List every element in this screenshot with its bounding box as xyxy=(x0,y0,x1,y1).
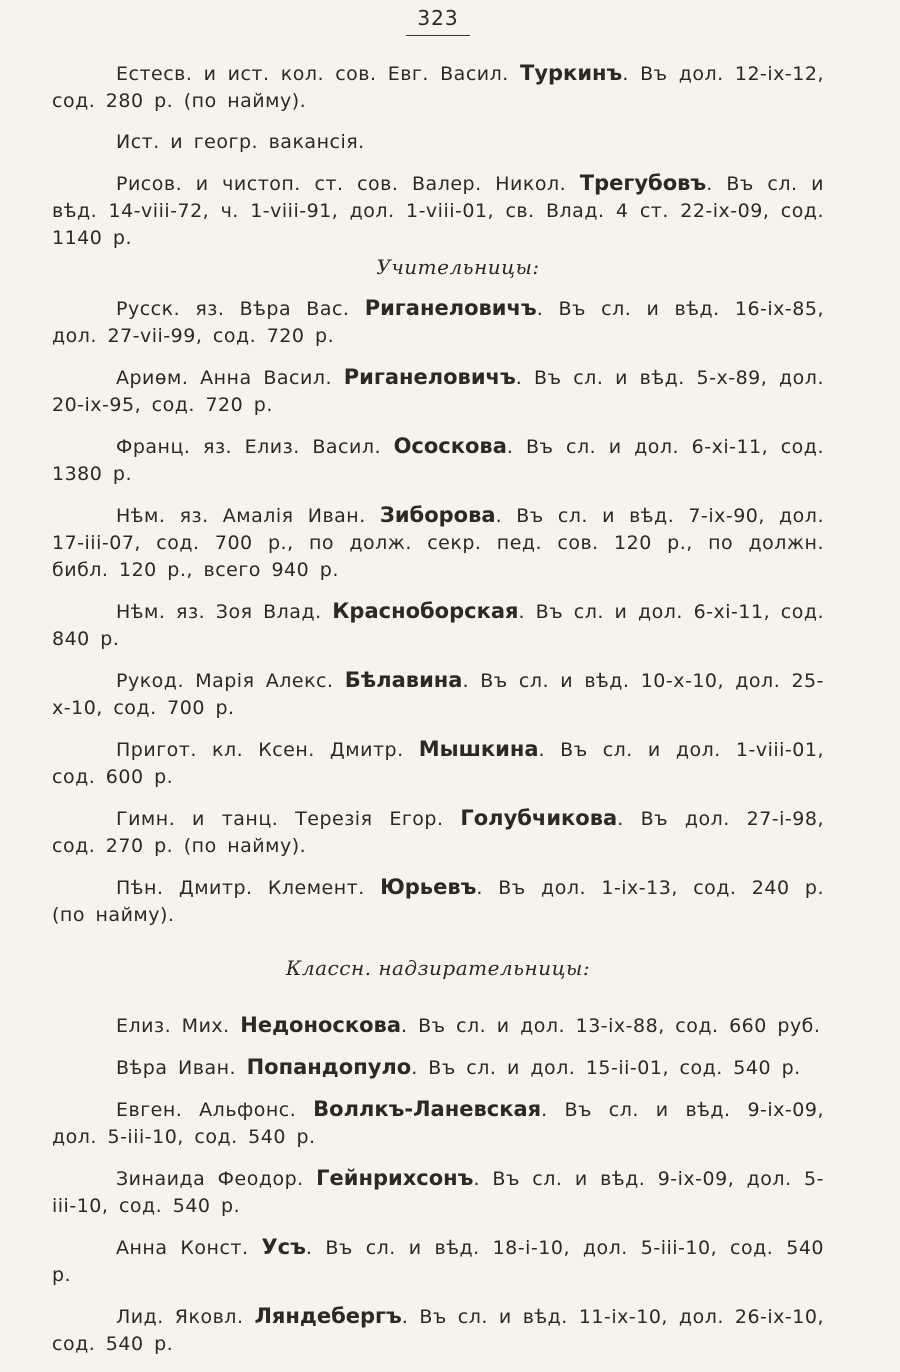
entries-teachers-list xyxy=(52,295,824,929)
staff-entry xyxy=(52,433,824,488)
section-heading-supervisors: Классн. надзирательницы: xyxy=(285,956,591,980)
entry-service-details: . Въ сл. и вѣд. 5-x-89, дол. 20-ix-95, сод. 720 р. xyxy=(52,367,824,416)
entry-surname: Ляндебергъ xyxy=(254,1304,402,1328)
entry-position-and-name: Рисов. и чистоп. ст. сов. Валер. Никол. xyxy=(116,173,567,195)
entry-position-and-name: Лид. Яковл. xyxy=(116,1306,244,1328)
entries-top-list xyxy=(52,60,824,252)
entry-position-and-name: Анна Конст. xyxy=(116,1237,249,1259)
staff-entry xyxy=(52,170,824,252)
section-heading-teachers: Учительницы: xyxy=(376,255,540,279)
entry-service-details: . Въ сл. и вѣд. 16-ix-85, дол. 27-vii-99, сод. 720 р. xyxy=(52,298,825,347)
entry-position-and-name: Гимн. и танц. Терезія Егор. xyxy=(116,808,444,830)
staff-entry xyxy=(52,667,824,722)
entry-surname: Риганеловичъ xyxy=(343,365,516,389)
page-number-rule xyxy=(406,35,470,36)
staff-entry xyxy=(52,364,824,419)
entry-service-details: . Въ дол. 1-ix-13, сод. 240 р. (по найму). xyxy=(52,877,824,926)
staff-entry xyxy=(52,295,824,350)
entry-service-details: . Въ сл. и дол. 6-xi-11, сод. 1380 р. xyxy=(52,436,824,485)
staff-entry xyxy=(52,874,824,929)
entry-surname: Усъ xyxy=(261,1235,306,1259)
entries-supervisors-list xyxy=(52,1012,824,1358)
staff-entry xyxy=(52,1054,824,1082)
entry-position-and-name: Нѣм. яз. Амалія Иван. xyxy=(116,505,366,527)
entry-surname: Риганеловичъ xyxy=(364,296,537,320)
entry-service-details: . Въ дол. 12-ix-12, сод. 280 р. (по найму). xyxy=(52,63,824,112)
staff-entry xyxy=(52,1303,824,1358)
entry-position-and-name: Рукод. Марія Алекс. xyxy=(116,670,334,692)
entry-position-and-name: Пѣн. Дмитр. Клемент. xyxy=(116,877,365,899)
entry-surname: Бѣлавина xyxy=(344,668,463,692)
staff-entry xyxy=(52,129,824,156)
entry-service-details: . Въ сл. и вѣд. 7-ix-90, дол. 17-iii-07, сод. 700 р., по долж. секр. пед. сов. 120 р., по должн. библ. 120 р., всего 940 р. xyxy=(52,505,824,581)
entry-service-details: . Въ сл. и дол. 1-viii-01, сод. 600 р. xyxy=(52,739,824,788)
staff-entry xyxy=(52,736,824,791)
entry-surname: Недоноскова xyxy=(240,1013,401,1037)
entry-position-and-name: Нѣм. яз. Зоя Влад. xyxy=(116,601,322,623)
entry-position-and-name: Естесв. и ист. кол. сов. Евг. Васил. xyxy=(116,63,509,85)
entry-surname: Попандопуло xyxy=(246,1055,412,1079)
entry-position-and-name: Елиз. Мих. xyxy=(116,1015,230,1037)
entry-service-details: . Въ дол. 27-i-98, сод. 270 р. (по найму). xyxy=(52,808,824,857)
entry-service-details: . Въ сл. и вѣд. 9-ix-09, дол. 5-iii-10, сод. 540 р. xyxy=(52,1168,824,1217)
staff-entry xyxy=(52,805,824,860)
entry-service-details: . Въ сл. и вѣд. 11-ix-10, дол. 26-ix-10, сод. 540 р. xyxy=(52,1306,824,1355)
entry-service-details: . Въ сл. и вѣд. 9-ix-09, дол. 5-iii-10, сод. 540 р. xyxy=(52,1099,824,1148)
page-number: 323 xyxy=(417,6,459,30)
staff-entry xyxy=(52,502,824,584)
entry-position-and-name: Русск. яз. Вѣра Вас. xyxy=(116,298,350,320)
staff-entry xyxy=(52,1012,824,1040)
staff-entry xyxy=(52,1234,824,1289)
entry-surname: Туркинъ xyxy=(520,61,623,85)
entry-position-and-name: Франц. яз. Елиз. Васил. xyxy=(116,436,382,458)
entry-position-and-name: Пригот. кл. Ксен. Дмитр. xyxy=(116,739,404,761)
staff-entry xyxy=(52,1165,824,1220)
entry-surname: Трегубовъ xyxy=(579,171,707,195)
entries xyxy=(52,60,824,1372)
entry-surname: Мышкина xyxy=(418,737,539,761)
entry-position-and-name: Евген. Альфонс. xyxy=(116,1099,297,1121)
staff-entry xyxy=(52,60,824,115)
entry-service-details: . Въ сл. и дол. 15-ii-01, сод. 540 р. xyxy=(411,1057,801,1079)
entry-position-and-name: Ист. и геогр. вакансія. xyxy=(116,131,365,153)
entry-service-details: . Въ сл. и вѣд. 10-x-10, дол. 25-x-10, сод. 700 р. xyxy=(52,670,824,719)
entry-service-details: . Въ сл. и вѣд. 14-viii-72, ч. 1-viii-91, дол. 1-viii-01, св. Влад. 4 ст. 22-ix-09, сод. 1140 р. xyxy=(52,173,824,249)
staff-entry xyxy=(52,1096,824,1151)
entry-service-details: . Въ сл. и вѣд. 18-i-10, дол. 5-iii-10, сод. 540 р. xyxy=(52,1237,824,1286)
entry-surname: Воллкъ-Ланевская xyxy=(313,1097,542,1121)
entry-service-details: . Въ сл. и дол. 6-xi-11, сод. 840 р. xyxy=(52,601,824,650)
entry-service-details: . Въ сл. и дол. 13-ix-88, сод. 660 руб. xyxy=(401,1015,821,1037)
staff-entry xyxy=(52,598,824,653)
entry-position-and-name: Вѣра Иван. xyxy=(116,1057,237,1079)
entry-surname: Юрьевъ xyxy=(380,875,477,899)
entry-surname: Гейнрихсонъ xyxy=(316,1166,474,1190)
entry-surname: Зиборова xyxy=(379,503,496,527)
entry-position-and-name: Зинаида Феодор. xyxy=(116,1168,304,1190)
entry-surname: Красноборская xyxy=(332,599,519,623)
entry-position-and-name: Ариѳм. Анна Васил. xyxy=(116,367,333,389)
entry-surname: Голубчикова xyxy=(460,806,618,830)
entry-surname: Ососкова xyxy=(393,434,507,458)
